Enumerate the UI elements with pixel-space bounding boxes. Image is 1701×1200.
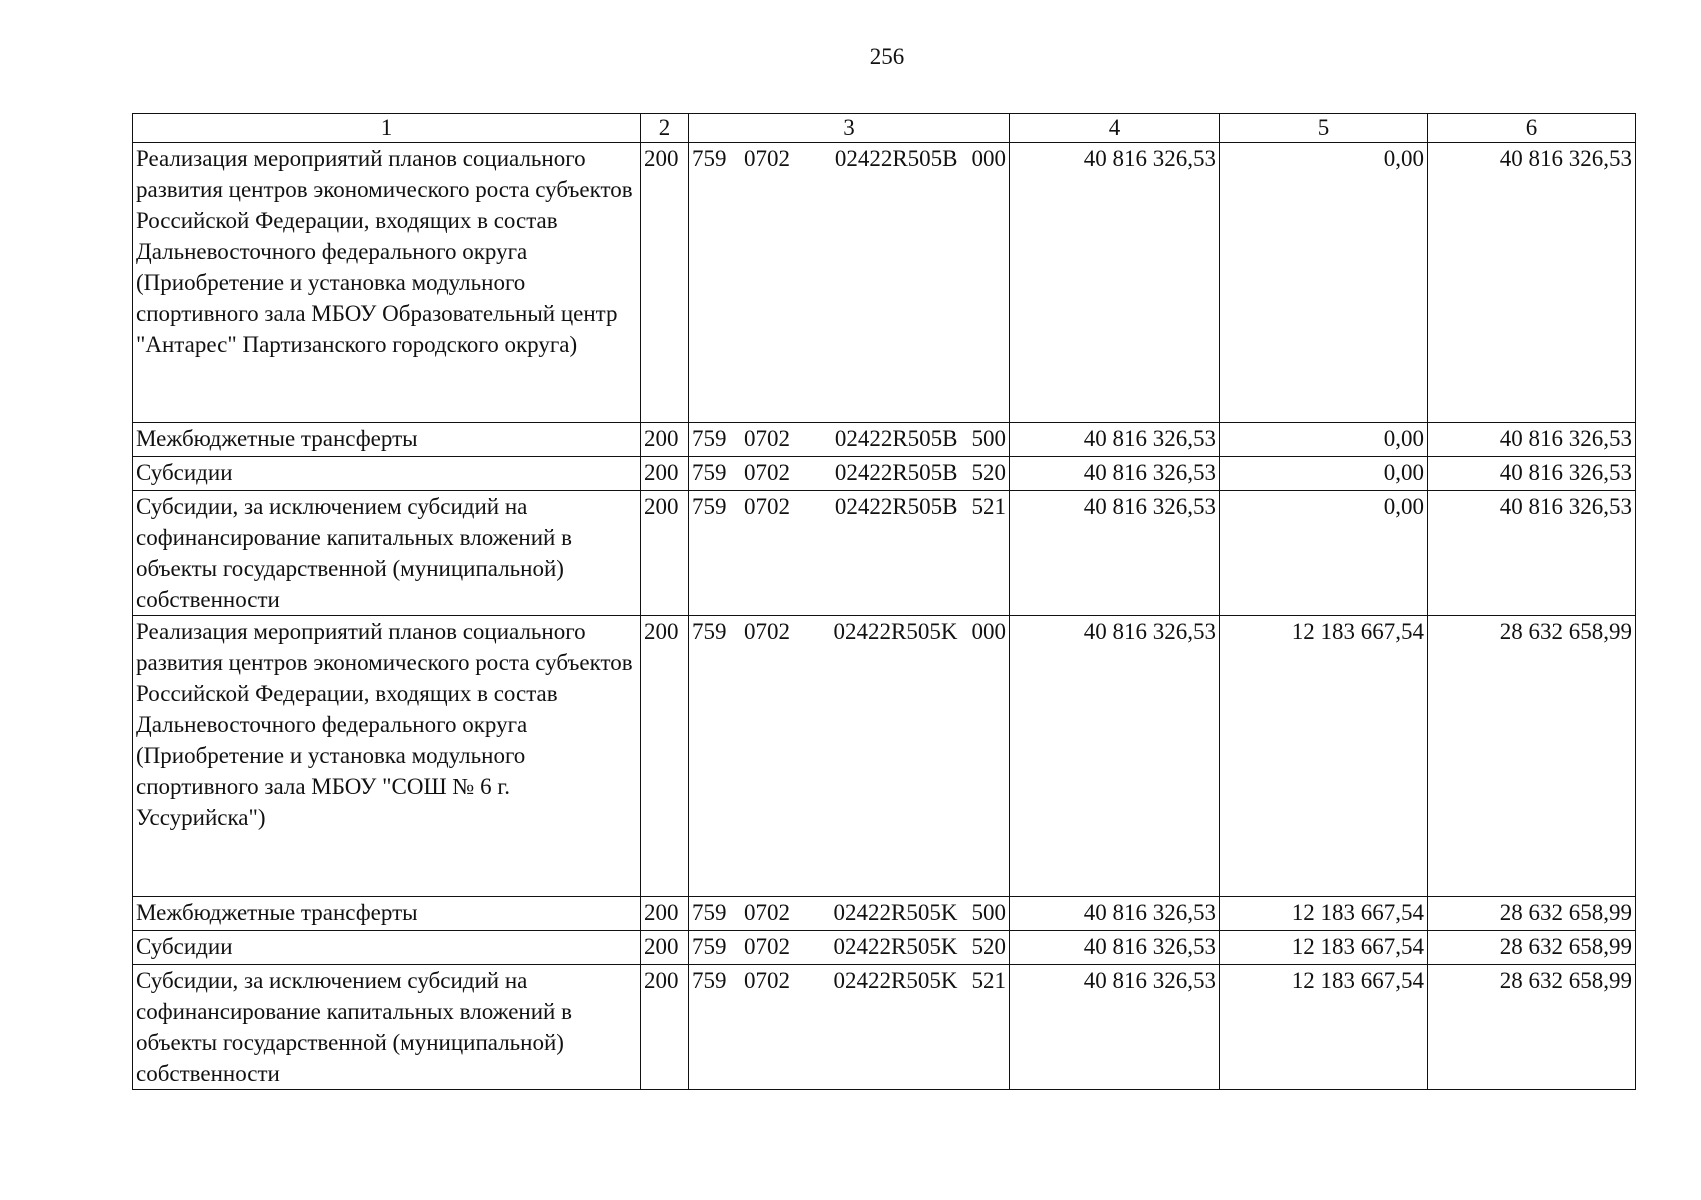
- row-name: Субсидии, за исключением субсидий на софинансирование капитальных вложений в объекты государственной (муниципальной) собственности: [133, 965, 641, 1090]
- row-value-6: 40 816 326,53: [1428, 491, 1636, 616]
- row-value-6: 40 816 326,53: [1428, 143, 1636, 423]
- row-value-5: 12 183 667,54: [1220, 931, 1428, 965]
- row-col2: 200: [641, 457, 689, 491]
- code-cs: 02422R505B: [834, 460, 958, 485]
- code-cs: 02422R505B: [834, 426, 958, 451]
- row-col2: 200: [641, 423, 689, 457]
- row-name: Субсидии, за исключением субсидий на софинансирование капитальных вложений в объекты государственной (муниципальной) собственности: [133, 491, 641, 616]
- code-rp: 0702: [744, 934, 790, 959]
- row-code: [689, 491, 1010, 616]
- code-cs: 02422R505K: [833, 619, 958, 644]
- header-cell-5: 5: [1220, 114, 1428, 143]
- row-value-4: 40 816 326,53: [1010, 457, 1220, 491]
- row-value-6: 40 816 326,53: [1428, 457, 1636, 491]
- row-col2: 200: [641, 143, 689, 423]
- code-rp: 0702: [744, 900, 790, 925]
- header-cell-1: 1: [133, 114, 641, 143]
- row-value-5: 0,00: [1220, 457, 1428, 491]
- row-col2: 200: [641, 931, 689, 965]
- row-value-5: 12 183 667,54: [1220, 616, 1428, 897]
- page-number: 256: [869, 44, 905, 69]
- row-value-4: 40 816 326,53: [1010, 931, 1220, 965]
- code-rp: 0702: [744, 426, 790, 451]
- row-value-6: 28 632 658,99: [1428, 616, 1636, 897]
- code-rp: 0702: [744, 494, 790, 519]
- code-cs: 02422R505K: [833, 968, 958, 993]
- row-col2: 200: [641, 491, 689, 616]
- row-name: Реализация мероприятий планов социального развития центров экономического роста субъектов Российской Федерации, входящих в состав Дальневосточного федерального округа (Приобретение и установка модульного спортивного зала МБОУ "СОШ № 6 г. Уссурийска"): [133, 616, 641, 897]
- row-code: [689, 143, 1010, 423]
- code-cs: 02422R505K: [833, 900, 958, 925]
- table-row: [133, 143, 1636, 423]
- header-cell-2: 2: [641, 114, 689, 143]
- code-cs: 02422R505K: [833, 934, 958, 959]
- row-code: [689, 616, 1010, 897]
- row-value-6: 40 816 326,53: [1428, 423, 1636, 457]
- header-cell-6: 6: [1428, 114, 1636, 143]
- row-value-5: 0,00: [1220, 143, 1428, 423]
- table-row: [133, 423, 1636, 457]
- code-gr: 759: [692, 460, 727, 485]
- code-vr: 520: [971, 934, 1006, 959]
- row-value-6: 28 632 658,99: [1428, 897, 1636, 931]
- code-vr: 000: [971, 619, 1006, 644]
- code-gr: 759: [692, 494, 727, 519]
- row-value-6: 28 632 658,99: [1428, 931, 1636, 965]
- header-cell-3: 3: [689, 114, 1010, 143]
- row-code: [689, 423, 1010, 457]
- row-value-4: 40 816 326,53: [1010, 897, 1220, 931]
- table-row: [133, 897, 1636, 931]
- budget-table: [132, 113, 1636, 1090]
- code-cs: 02422R505B: [834, 494, 958, 519]
- row-value-4: 40 816 326,53: [1010, 616, 1220, 897]
- code-vr: 520: [971, 460, 1006, 485]
- code-vr: 521: [971, 968, 1006, 993]
- row-value-4: 40 816 326,53: [1010, 965, 1220, 1090]
- row-code: [689, 931, 1010, 965]
- row-value-5: 12 183 667,54: [1220, 965, 1428, 1090]
- row-col2: 200: [641, 616, 689, 897]
- row-col2: 200: [641, 897, 689, 931]
- code-rp: 0702: [744, 460, 790, 485]
- table-row: [133, 965, 1636, 1090]
- code-gr: 759: [692, 934, 727, 959]
- row-value-4: 40 816 326,53: [1010, 143, 1220, 423]
- code-gr: 759: [692, 146, 727, 171]
- row-name: Межбюджетные трансферты: [133, 423, 641, 457]
- code-vr: 521: [971, 494, 1006, 519]
- row-value-5: 0,00: [1220, 423, 1428, 457]
- code-vr: 500: [971, 900, 1006, 925]
- row-value-6: 28 632 658,99: [1428, 965, 1636, 1090]
- row-code: [689, 457, 1010, 491]
- code-gr: 759: [692, 426, 727, 451]
- code-cs: 02422R505B: [834, 146, 958, 171]
- row-name: Субсидии: [133, 457, 641, 491]
- code-vr: 500: [971, 426, 1006, 451]
- header-cell-4: 4: [1010, 114, 1220, 143]
- row-value-4: 40 816 326,53: [1010, 423, 1220, 457]
- row-value-5: 12 183 667,54: [1220, 897, 1428, 931]
- table-header-row: [133, 114, 1636, 143]
- table-row: [133, 931, 1636, 965]
- code-rp: 0702: [744, 968, 790, 993]
- code-vr: 000: [971, 146, 1006, 171]
- row-name: Межбюджетные трансферты: [133, 897, 641, 931]
- table-row: [133, 457, 1636, 491]
- row-name: Реализация мероприятий планов социального развития центров экономического роста субъектов Российской Федерации, входящих в состав Дальневосточного федерального округа (Приобретение и установка модульного спортивного зала МБОУ Образовательный центр "Антарес" Партизанского городского округа): [133, 143, 641, 423]
- row-name: Субсидии: [133, 931, 641, 965]
- code-gr: 759: [692, 900, 727, 925]
- code-rp: 0702: [744, 146, 790, 171]
- row-col2: 200: [641, 965, 689, 1090]
- row-value-4: 40 816 326,53: [1010, 491, 1220, 616]
- row-code: [689, 897, 1010, 931]
- code-rp: 0702: [744, 619, 790, 644]
- row-code: [689, 965, 1010, 1090]
- row-value-5: 0,00: [1220, 491, 1428, 616]
- code-gr: 759: [692, 619, 727, 644]
- table-row: [133, 616, 1636, 897]
- code-gr: 759: [692, 968, 727, 993]
- table-row: [133, 491, 1636, 616]
